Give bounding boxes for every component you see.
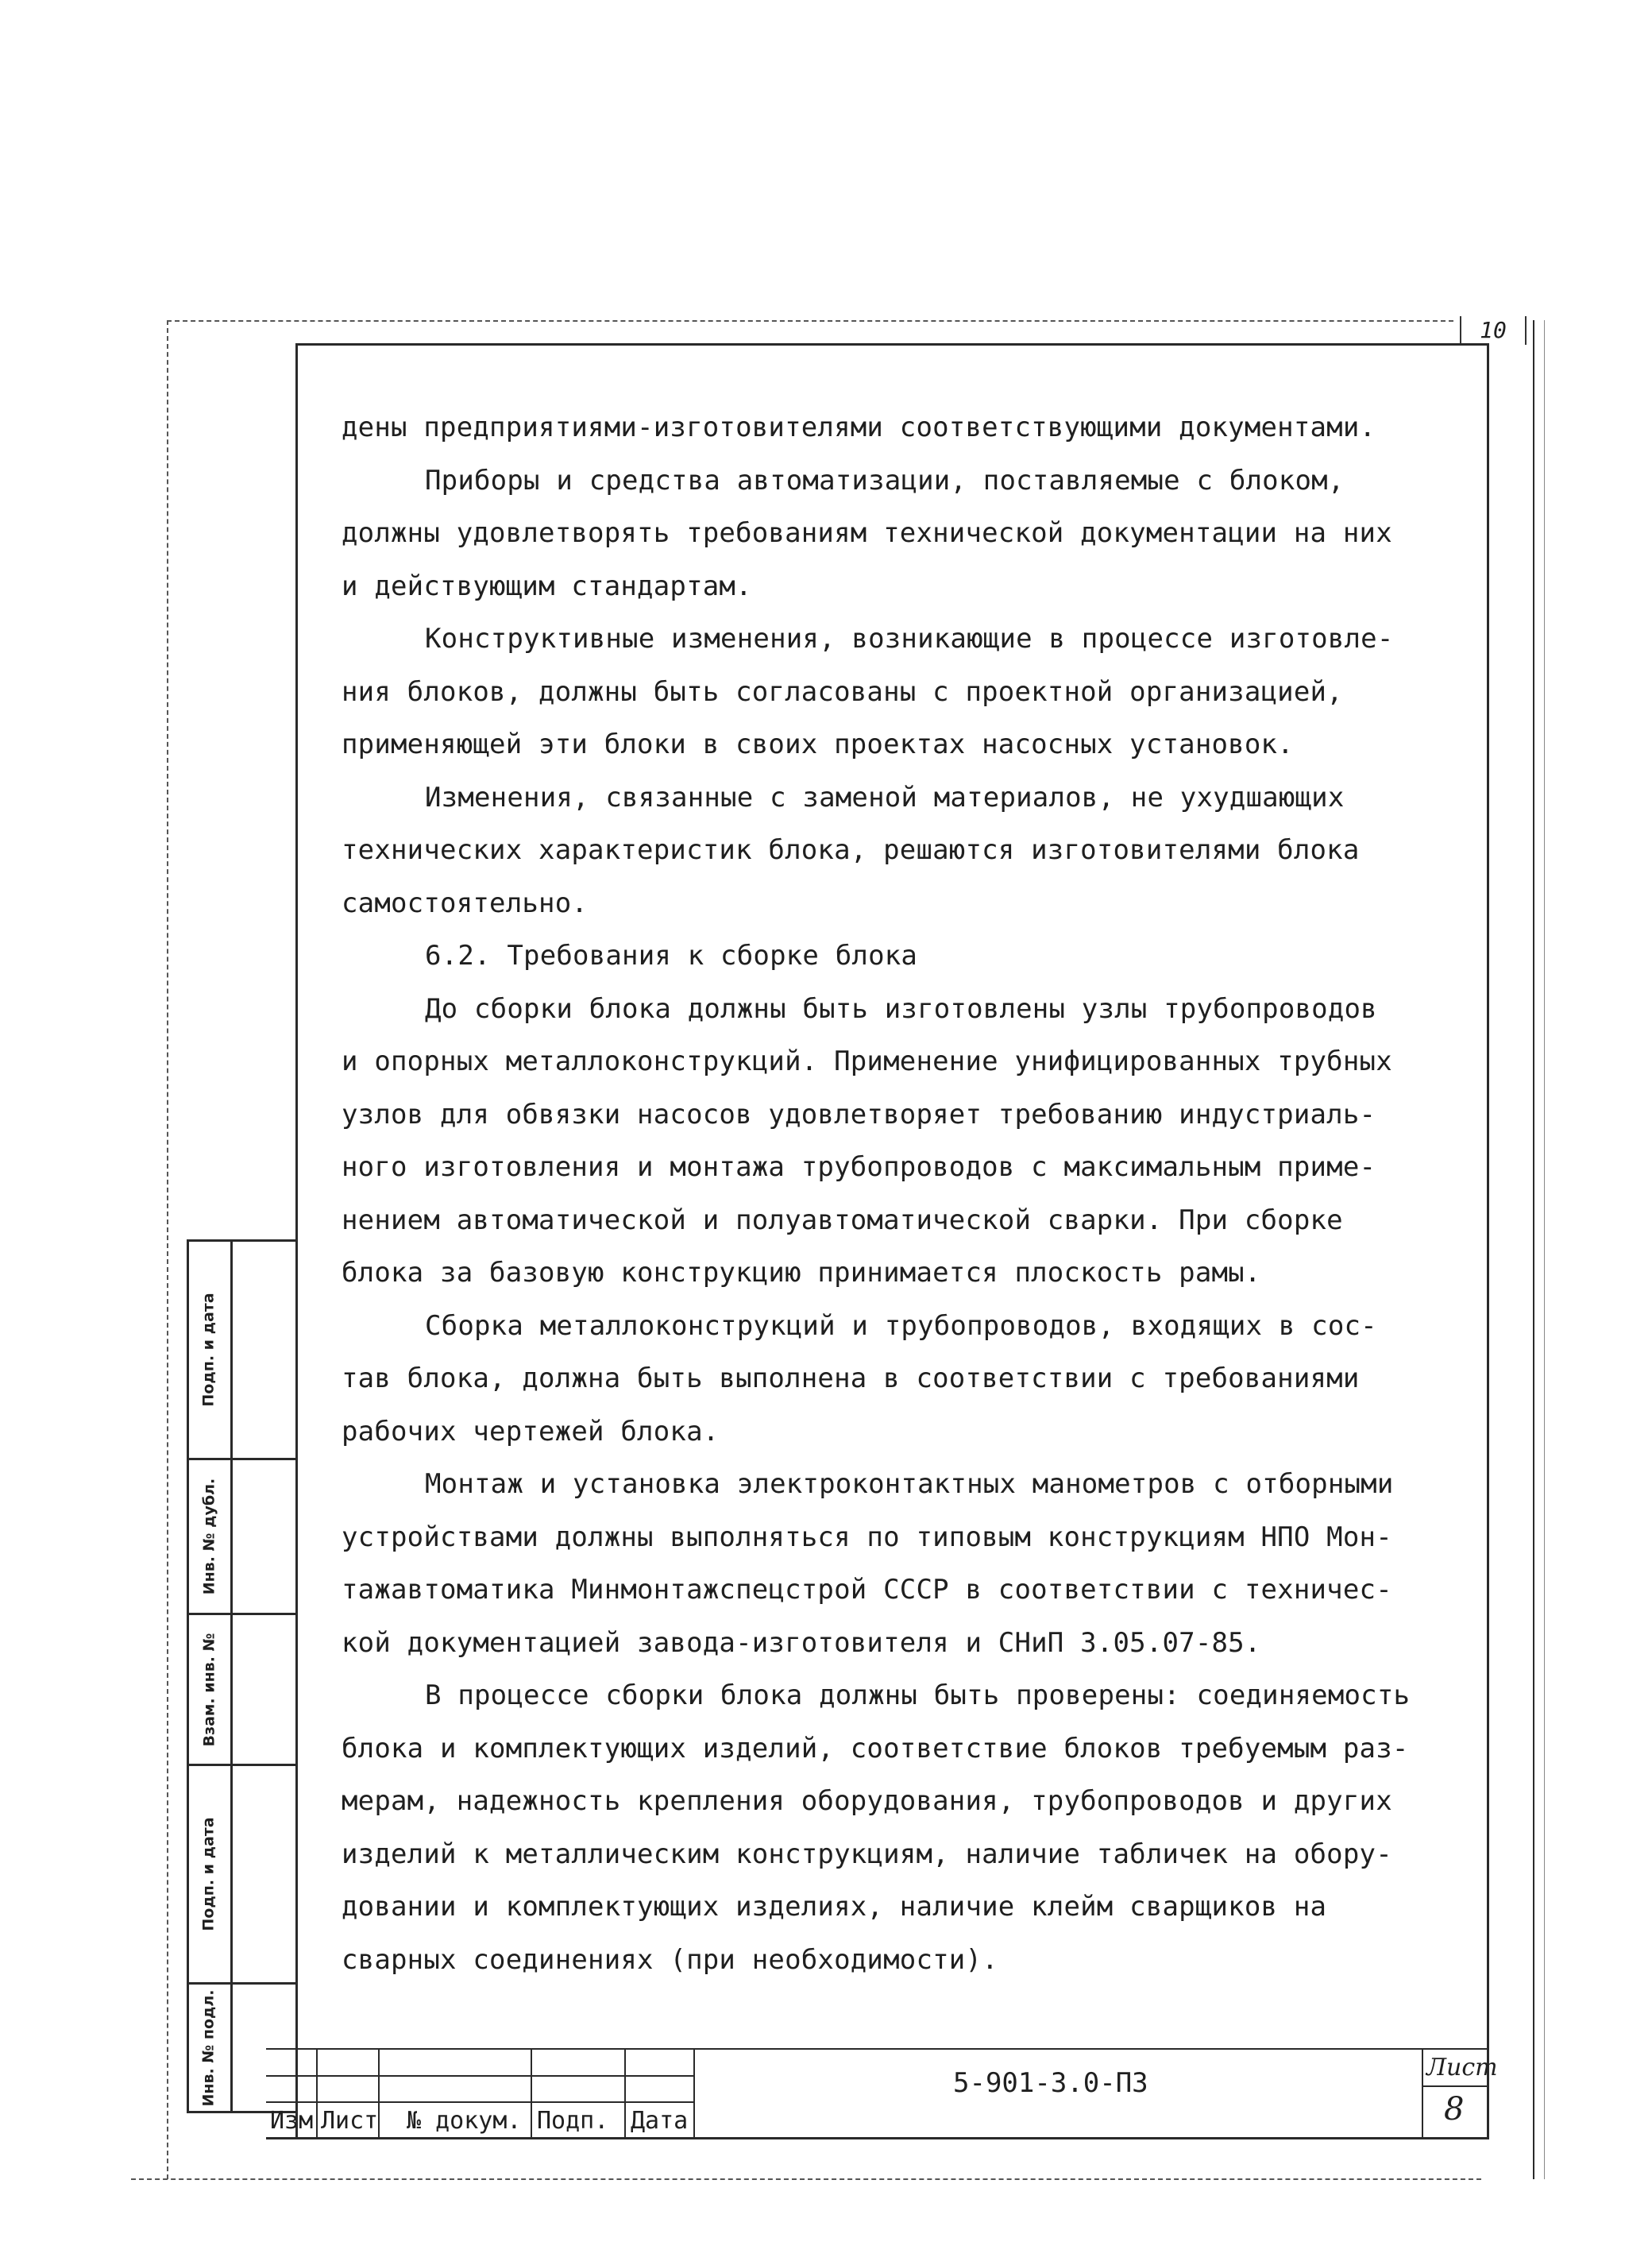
body-line: устройствами должны выполняться по типовым конструкциям НПО Мон-	[342, 1521, 1392, 1553]
body-line: довании и комплектующих изделиях, наличие клейм сварщиков на	[342, 1891, 1327, 1923]
body-line: и действующим стандартам.	[342, 570, 752, 602]
body-line: дены предприятиями-изготовителями соответствующими документами.	[342, 412, 1376, 443]
side-stamp-vzam-inv: Взам. инв. №	[200, 1633, 218, 1746]
side-stamp-podp-data-2: Подп. и дата	[200, 1817, 218, 1931]
title-block-row-1	[266, 2075, 695, 2077]
body-line: Монтаж и установка электроконтактных манометров с отборными	[425, 1468, 1394, 1500]
title-block-doc: № докум.	[407, 2107, 522, 2135]
body-line: Изменения, связанные с заменой материалов, не ухудшающих	[425, 781, 1345, 814]
body-line: ного изготовления и монтажа трубопроводов с максимальным приме-	[342, 1151, 1376, 1183]
title-block-row-2	[266, 2101, 695, 2103]
body-line: Конструктивные изменения, возникающие в процессе изготовле-	[425, 623, 1394, 655]
body-line: тав блока, должна быть выполнена в соответствии с требованиями	[342, 1362, 1360, 1394]
title-block-col-4	[624, 2048, 626, 2139]
title-block-sheet-col	[1422, 2048, 1423, 2139]
inner-frame-right	[1487, 343, 1489, 2139]
title-block-data: Дата	[631, 2107, 689, 2135]
inner-frame-top	[295, 343, 1488, 346]
body-line: технических характеристик блока, решаются изготовителями блока	[342, 834, 1360, 866]
body-line: Сборка металлоконструкций и трубопроводов, входящих в сос-	[425, 1309, 1377, 1342]
side-stamp-inv-podl: Инв. № подл.	[200, 1989, 218, 2107]
side-stamp-inv-dubl: Инв. № дубл.	[200, 1478, 218, 1595]
body-line: самостоятельно.	[342, 887, 589, 919]
outer-frame-right	[1533, 320, 1534, 2179]
document-body	[342, 401, 1461, 1986]
body-line: рабочих чертежей блока.	[342, 1415, 720, 1448]
body-line: ния блоков, должны быть согласованы с проектной организацией,	[342, 675, 1343, 708]
title-block-top	[266, 2048, 1489, 2050]
body-line: блока за базовую конструкцию принимается плоскость рамы.	[342, 1257, 1261, 1289]
inner-frame-bottom	[266, 2137, 1489, 2139]
sheet-number: 8	[1444, 2091, 1465, 2128]
top-page-number-box	[1460, 316, 1527, 345]
title-block-col-5	[693, 2048, 695, 2139]
body-line: мерам, надежность крепления оборудования, трубопроводов и других	[342, 1785, 1392, 1817]
outer-frame-right-2	[1544, 320, 1545, 2179]
outer-frame-bottom	[131, 2178, 1481, 2180]
title-block-podp: Подп.	[537, 2107, 609, 2135]
body-line: нением автоматической и полуавтоматической сварки. При сборке	[342, 1204, 1343, 1236]
top-page-number: 10	[1480, 317, 1507, 343]
body-line: должны удовлетворять требованиям технической документации на них	[342, 517, 1392, 549]
title-block-col-1	[316, 2048, 318, 2139]
side-stamp-podp-data-1: Подп. и дата	[200, 1293, 218, 1407]
body-line: В процессе сборки блока должны быть проверены: соединяемость	[425, 1679, 1411, 1711]
sheet-label: Лист	[1426, 2054, 1498, 2081]
body-line: узлов для обвязки насосов удовлетворяет требованию индустриаль-	[342, 1098, 1376, 1131]
body-line: тажавтоматика Минмонтажспецстрой СССР в соответствии с техничес-	[342, 1574, 1392, 1606]
outer-frame-left	[167, 320, 168, 2179]
document-designation: 5-901-3.0-ПЗ	[953, 2067, 1148, 2099]
body-line: сварных соединениях (при необходимости).	[342, 1943, 998, 1976]
body-line: применяющей эти блоки в своих проектах насосных установок.	[342, 729, 1294, 760]
body-line: До сборки блока должны быть изготовлены узлы трубопроводов	[425, 992, 1377, 1025]
body-line: изделий к металлическим конструкциям, наличие табличек на обору-	[342, 1838, 1392, 1870]
body-line: кой документацией завода-изготовителя и СНиП 3.05.07-85.	[342, 1626, 1261, 1659]
title-block-list: Лист	[321, 2107, 379, 2135]
outer-frame-top	[167, 320, 1453, 322]
title-block-col-3	[531, 2048, 532, 2139]
title-block-col-2	[378, 2048, 380, 2139]
body-line: Приборы и средства автоматизации, поставляемые с блоком,	[425, 464, 1345, 497]
body-line: и опорных металлоконструкций. Применение унифицированных трубных	[342, 1046, 1392, 1077]
body-line: блока и комплектующих изделий, соответствие блоков требуемым раз-	[342, 1732, 1409, 1764]
title-block-izm: Изм	[270, 2107, 314, 2135]
title-block-sheet-row	[1422, 2085, 1489, 2087]
section-heading: 6.2. Требования к сборке блока	[425, 940, 918, 972]
